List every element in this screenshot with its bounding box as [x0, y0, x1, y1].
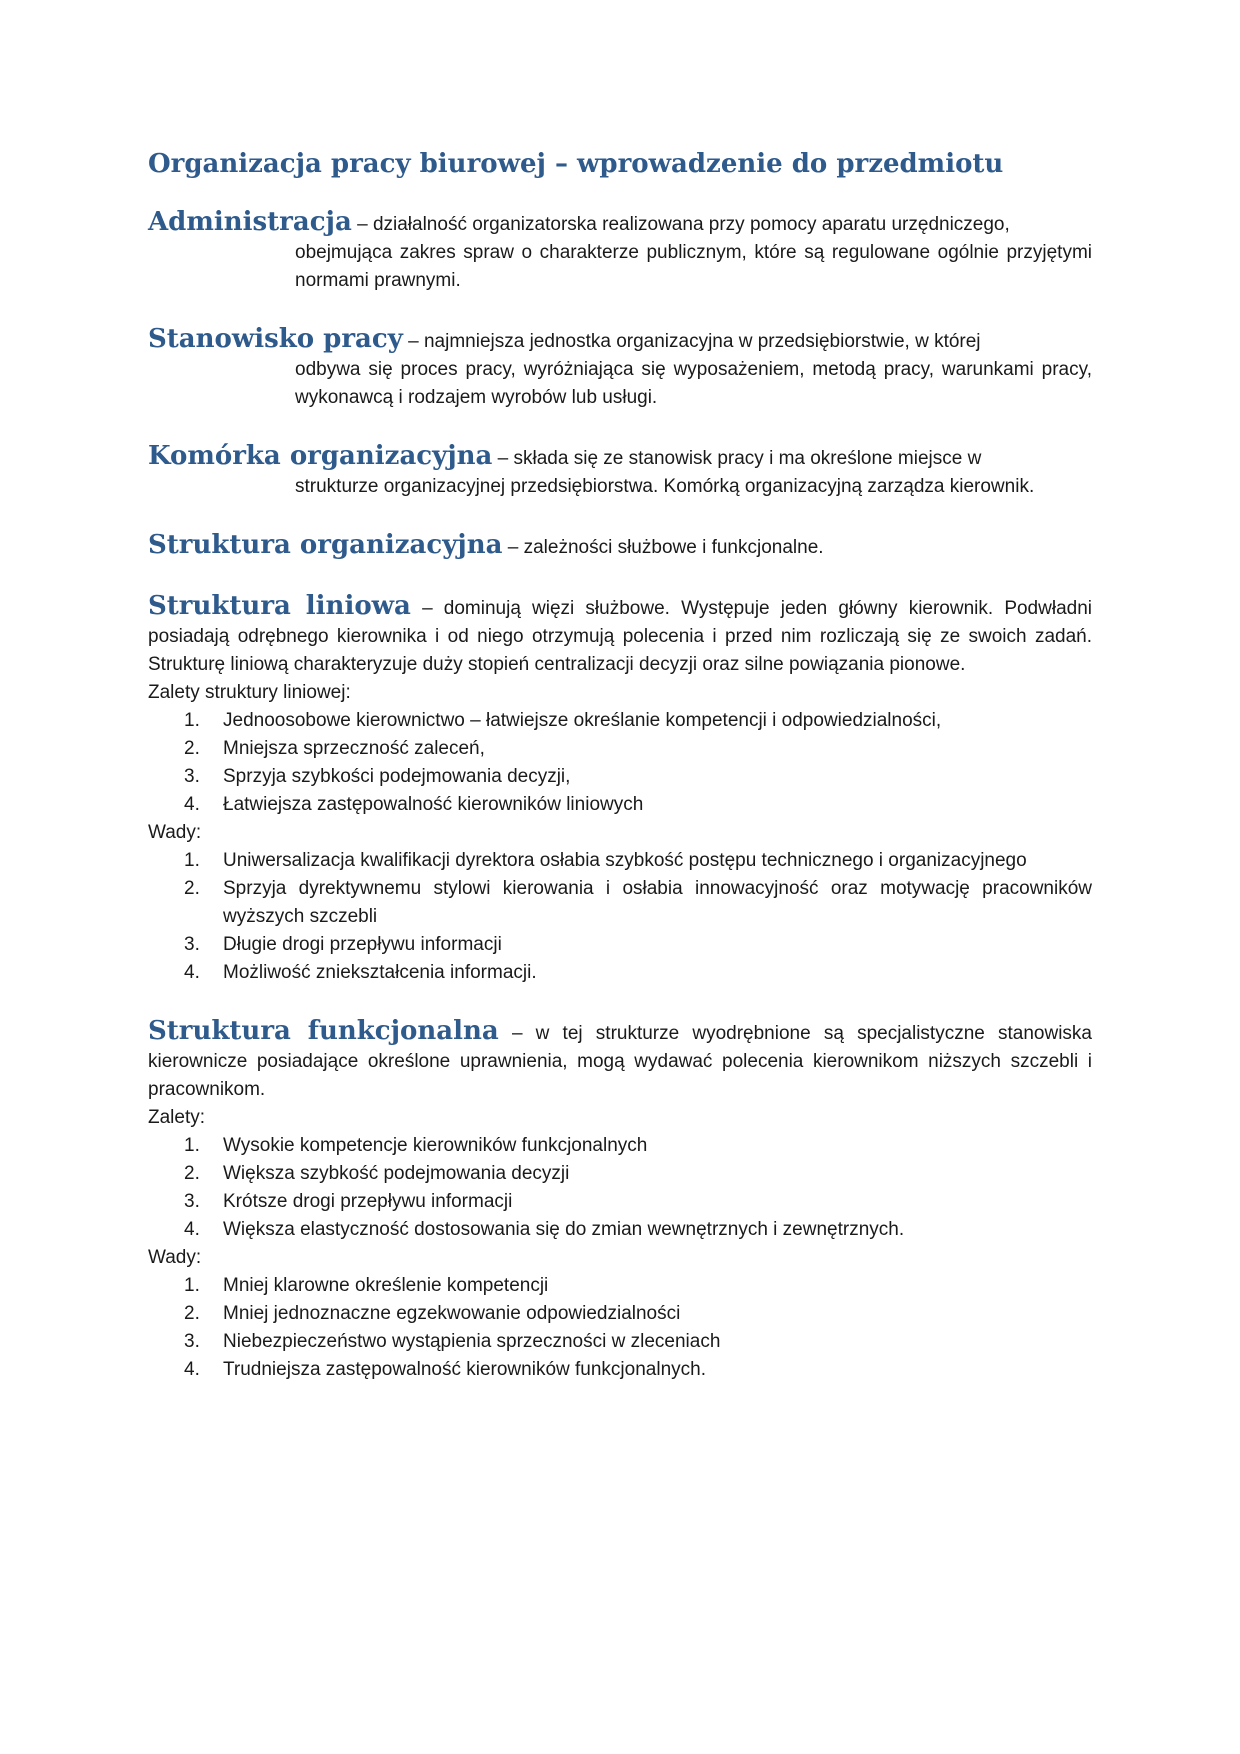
list-item: 2. Mniejsza sprzeczność zaleceń, — [184, 738, 485, 759]
section-struktura-liniowa — [148, 592, 1092, 987]
cons-label: Wady: — [148, 822, 202, 843]
section-text: – dominują więzi służbowe. Występuje jeden główny kierownik. Podwładni posiadają odrębnego kierownika i od niego otrzymują polecenia i przed nim rozliczają się ze swoich zadań. Strukturę liniową charakteryzuje duży stopień centralizacji decyzji oraz silne powiązania pionowe. — [148, 598, 1092, 675]
section-struktura-funkcjonalna — [148, 1017, 1092, 1384]
list-item: 3. Długie drogi przepływu informacji — [184, 934, 502, 955]
definition-text-rest: odbywa się proces pracy, wyróżniająca się wyposażeniem, metodą pracy, warunkami pracy, wykonawcą i rodzajem wyrobów lub usługi. — [295, 359, 1092, 408]
definition-text-first: – najmniejsza jednostka organizacyjna w przedsiębiorstwie, w której — [408, 331, 981, 352]
term-struktura-funkcjonalna: Struktura funkcjonalna — [148, 1016, 499, 1046]
list-item: 2. Większa szybkość podejmowania decyzji — [184, 1163, 570, 1184]
list-item: 4. Trudniejsza zastępowalność kierowników funkcjonalnych. — [184, 1359, 706, 1380]
list-item: 3. Krótsze drogi przepływu informacji — [184, 1191, 513, 1212]
term-stanowisko-pracy: Stanowisko pracy — [148, 324, 403, 354]
pros-label: Zalety: — [148, 1107, 206, 1128]
definition-administracja — [148, 208, 1092, 295]
section-text: – w tej strukturze wyodrębnione są specjalistyczne stanowiska kierownicze posiadające określone uprawnienia, mogą wydawać polecenia kierownikom niższych szczebli i pracownikom. — [148, 1023, 1093, 1100]
list-item: 4. Większa elastyczność dostosowania się do zmian wewnętrznych i zewnętrznych. — [184, 1219, 905, 1240]
list-item: 2. Sprzyja dyrektywnemu stylowi kierowania i osłabia innowacyjność oraz motywację pracowników wyższych szczebli — [184, 878, 1092, 927]
document-title: Organizacja pracy biurowej – wprowadzenie do przedmiotu — [148, 149, 1004, 179]
list-item: 3. Sprzyja szybkości podejmowania decyzji, — [184, 766, 571, 787]
list-item: 1. Mniej klarowne określenie kompetencji — [184, 1275, 549, 1296]
section-struktura-organizacyjna — [148, 531, 1092, 562]
definition-text-first: – składa się ze stanowisk pracy i ma określone miejsce w — [497, 448, 982, 469]
cons-list — [148, 1272, 1092, 1384]
term-komorka-organizacyjna: Komórka organizacyjna — [148, 441, 493, 471]
section-text: – zależności służbowe i funkcjonalne. — [507, 537, 824, 558]
list-item: 1. Jednoosobowe kierownictwo – łatwiejsze określanie kompetencji i odpowiedzialności, — [184, 710, 942, 731]
definition-text-rest: obejmująca zakres spraw o charakterze publicznym, które są regulowane ogólnie przyjętymi normami prawnymi. — [295, 242, 1092, 291]
cons-label: Wady: — [148, 1247, 202, 1268]
list-item: 1. Wysokie kompetencje kierowników funkcjonalnych — [184, 1135, 648, 1156]
term-struktura-organizacyjna: Struktura organizacyjna — [148, 530, 503, 560]
term-administracja: Administracja — [148, 207, 352, 237]
pros-list — [148, 1132, 1092, 1244]
document-page — [148, 144, 1092, 1414]
definition-text-first: – działalność organizatorska realizowana przy pomocy aparatu urzędniczego, — [357, 214, 1010, 235]
list-item: 4. Łatwiejsza zastępowalność kierowników liniowych — [184, 794, 644, 815]
definition-komorka-organizacyjna — [148, 442, 1092, 501]
list-item: 4. Możliwość zniekształcenia informacji. — [184, 962, 537, 983]
definition-stanowisko-pracy — [148, 325, 1092, 412]
definition-text-rest: strukturze organizacyjnej przedsiębiorstwa. Komórką organizacyjną zarządza kierownik. — [295, 476, 1035, 497]
pros-label: Zalety struktury liniowej: — [148, 682, 351, 703]
term-struktura-liniowa: Struktura liniowa — [148, 591, 411, 621]
list-item: 3. Niebezpieczeństwo wystąpienia sprzeczności w zleceniach — [184, 1331, 721, 1352]
list-item: 2. Mniej jednoznaczne egzekwowanie odpowiedzialności — [184, 1303, 681, 1324]
cons-list — [148, 847, 1092, 987]
pros-list — [148, 707, 1092, 819]
list-item: 1. Uniwersalizacja kwalifikacji dyrektora osłabia szybkość postępu technicznego i organizacyjnego — [184, 850, 1027, 871]
